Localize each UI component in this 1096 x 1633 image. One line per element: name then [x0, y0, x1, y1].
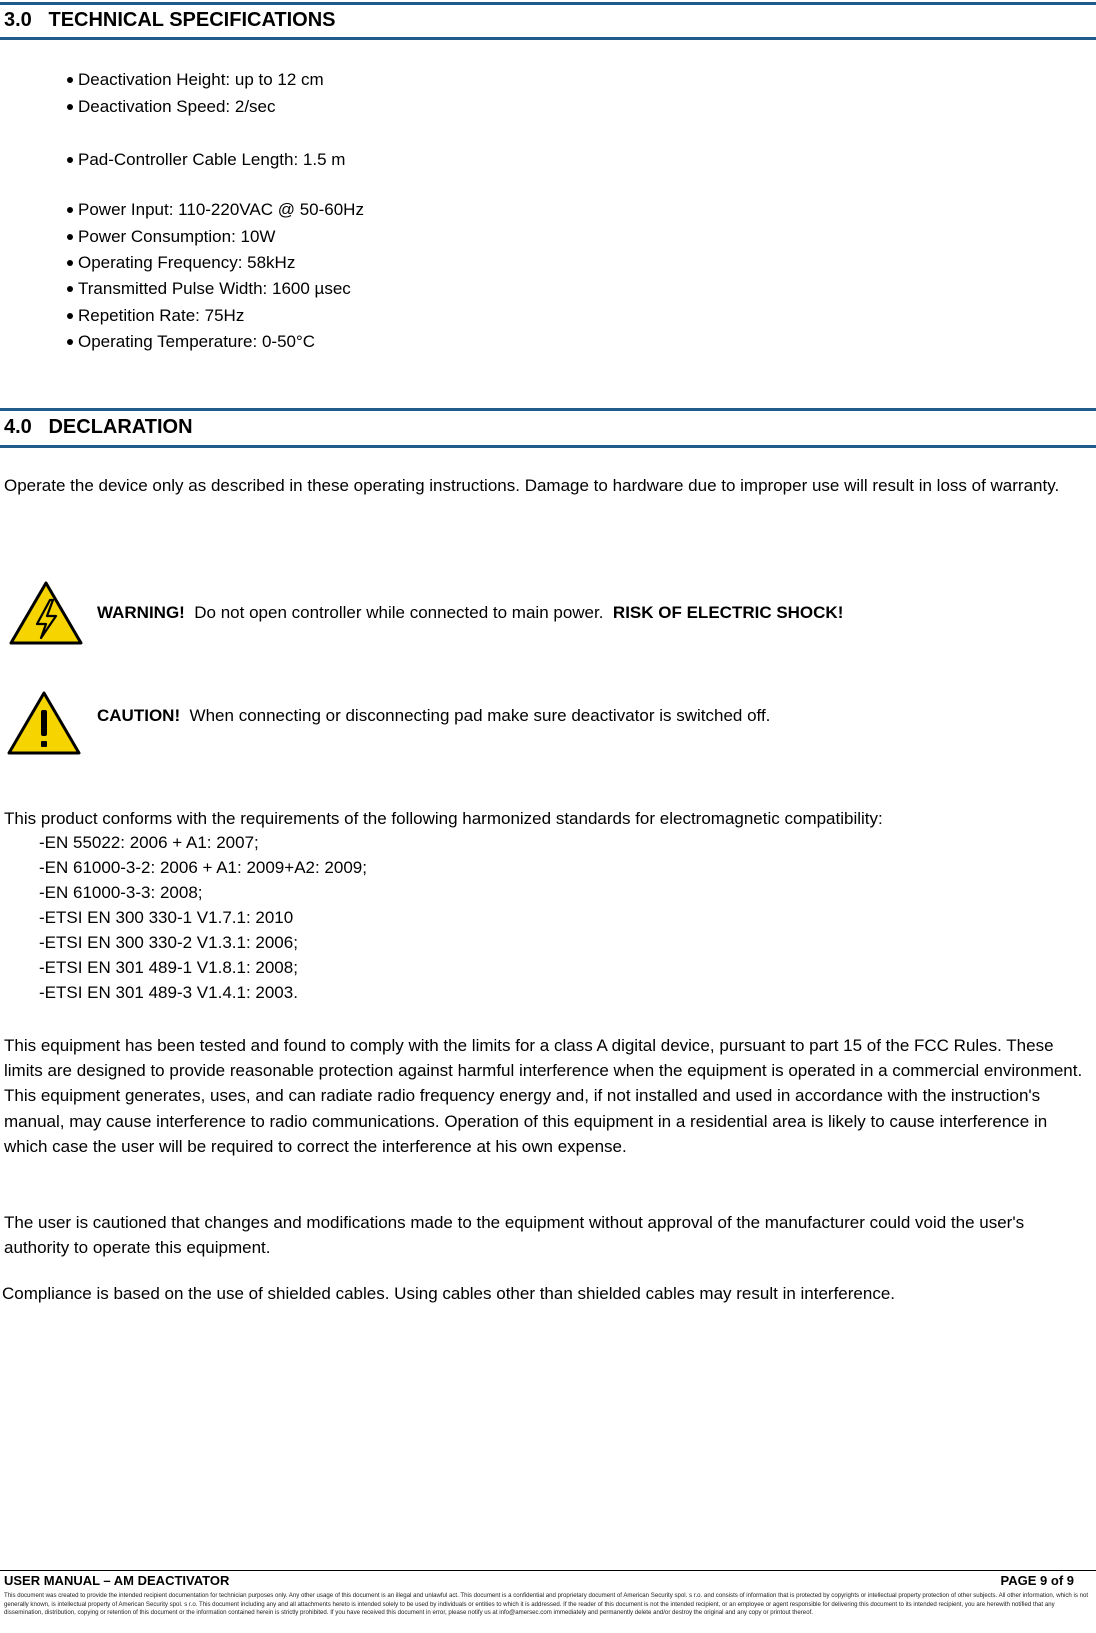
- warning-emphasis: RISK OF ELECTRIC SHOCK!: [612, 603, 844, 622]
- shielded-cables-statement: Compliance is based on the use of shielded cables. Using cables other than shielded cables may result in interference.: [2, 1284, 896, 1303]
- bullet-icon: [67, 77, 73, 83]
- electric-shock-warning-icon: [8, 580, 84, 646]
- caution-icon: [6, 690, 82, 756]
- footer-divider: [0, 1570, 1096, 1571]
- bullet-icon: [67, 157, 73, 163]
- caution-text: When connecting or disconnecting pad make sure deactivator is switched off.: [180, 706, 771, 725]
- declaration-intro: Operate the device only as described in these operating instructions. Damage to hardware due to improper use will result in loss of warranty.: [4, 476, 1060, 495]
- standard-item: -ETSI EN 300 330-2 V1.3.1: 2006;: [39, 933, 298, 952]
- caution-notice: [97, 705, 770, 727]
- warning-text: Do not open controller while connected to main power.: [184, 603, 613, 622]
- standard-item: -EN 55022: 2006 + A1: 2007;: [39, 833, 259, 852]
- bullet-icon: [67, 339, 73, 345]
- standard-item: -EN 61000-3-3: 2008;: [39, 883, 203, 902]
- standard-item: -ETSI EN 301 489-3 V1.4.1: 2003.: [39, 983, 298, 1002]
- footer-document-title: USER MANUAL – AM DEACTIVATOR: [4, 1573, 230, 1588]
- bullet-icon: [67, 234, 73, 240]
- bullet-icon: [67, 260, 73, 266]
- bullet-icon: [67, 207, 73, 213]
- standard-item: -ETSI EN 301 489-1 V1.8.1: 2008;: [39, 958, 298, 977]
- section-4-title: 4.0 DECLARATION: [4, 416, 193, 438]
- footer-legal-notice: This document was created to provide the intended recipient documentation for technician purposes only. Any other usage of this document is an illegal and unlawful act. This document is a confidential and proprietary document of American Security spol. s r.o. and consists of information that is protected by copyrights or intellectual property protection of other subjects. All other information, which is not generally known, is intellectual property of American Security spol. s r.o. This document including any and all attachments hereto is intended solely to be used by individuals or entities to which it is addressed. If the reader of this document is not the intended recipient, or an employee or agent responsible for delivering this document to its intended recipient, you are herewith notified that any dissemination, distribution, copying or retention of this document or the information contained herein is strictly prohibited. If you have received this document in error, please notify us at info@amersec.com immediately and permanently delete and/or destroy the original and any copy or printout thereof.: [4, 1592, 1089, 1617]
- fcc-statement: This equipment has been tested and found to comply with the limits for a class A digital device, pursuant to part 15 of the FCC Rules. These limits are designed to provide reasonable protection against harmful interference when the equipment is operated in a commercial environment. This equipment generates, uses, and can radiate radio frequency energy and, if not installed and used in accordance with the instruction's manual, may cause interference to radio communications. Operation of this equipment in a residential area is likely to cause interference in which case the user will be required to correct the interference at his own expense.: [4, 1036, 1083, 1156]
- standard-item: -EN 61000-3-2: 2006 + A1: 2009+A2: 2009;: [39, 858, 367, 877]
- warning-label: WARNING!: [97, 603, 185, 622]
- bullet-icon: [67, 286, 73, 292]
- warning-notice: [97, 602, 843, 624]
- bullet-icon: [67, 313, 73, 319]
- bullet-icon: [67, 104, 73, 110]
- standard-item: -ETSI EN 300 330-1 V1.7.1: 2010: [39, 908, 294, 927]
- section-3-title: 3.0 TECHNICAL SPECIFICATIONS: [4, 9, 336, 31]
- footer-page-number: PAGE 9 of 9: [1000, 1573, 1074, 1588]
- conformity-intro: This product conforms with the requirements of the following harmonized standards for electromagnetic compatibility:: [4, 809, 883, 828]
- caution-label: CAUTION!: [97, 706, 181, 725]
- modifications-statement: The user is cautioned that changes and modifications made to the equipment without approval of the manufacturer could void the user's authority to operate this equipment.: [4, 1213, 1025, 1258]
